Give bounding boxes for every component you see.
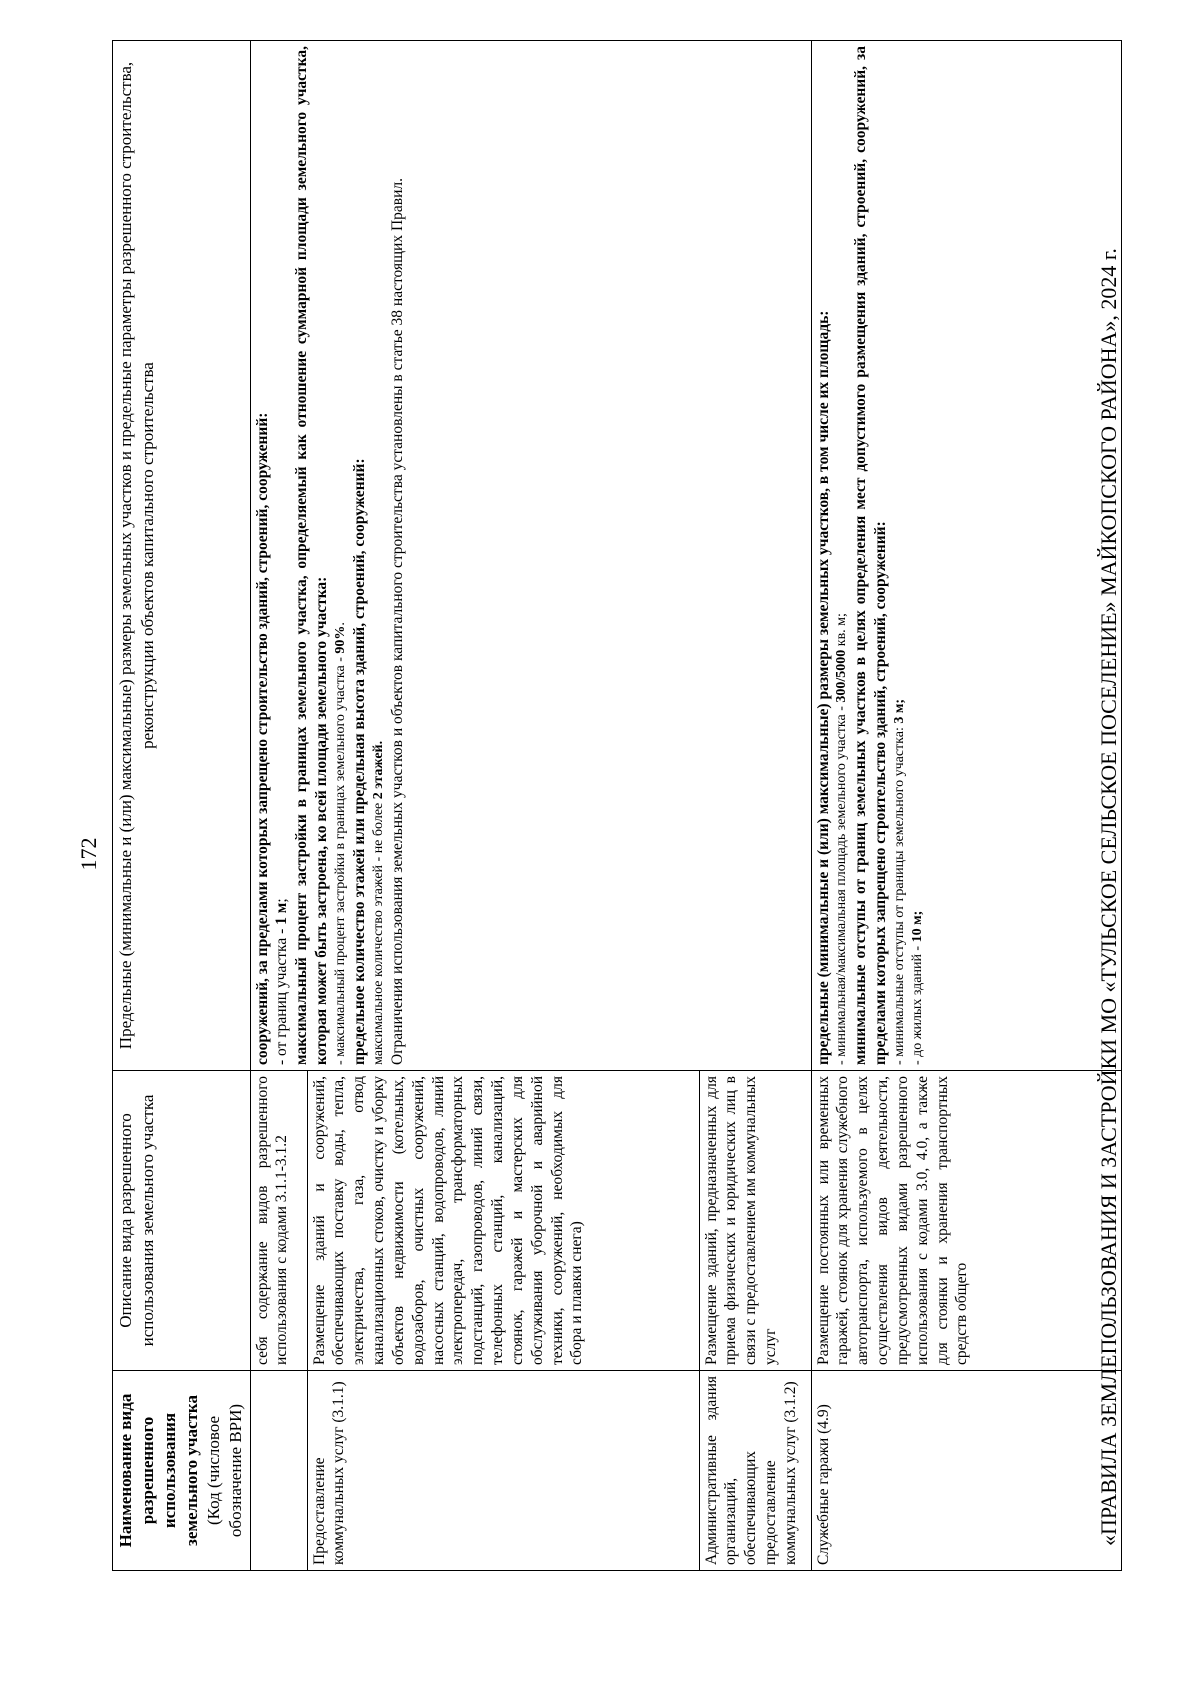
param-restrictions: Ограничения использования земельных участков и объектов капитального строительства установлены в статье 38 настоящих Правил. xyxy=(388,177,406,1065)
parameters-cell xyxy=(811,41,1121,1071)
parameters-cell xyxy=(250,41,811,1071)
page-number: 172 xyxy=(76,837,101,871)
param-indents-heading: минимальные отступы от границ земельных участков в целях определения мест допустимого размещения зданий, строений, сооружений, за пределами которых запрещено строительство зданий, строений, сооружений: xyxy=(852,46,890,1065)
table-header-row xyxy=(113,41,251,1571)
param-coverage-heading: максимальный процент застройки в границах земельного участка, определяемый как отношение суммарной площади земельного участка, которая может быть застроена, ко всей площади земельного участка: xyxy=(293,46,331,1065)
param-floors-heading: предельное количество этажей или предельная высота зданий, строений, сооружений: xyxy=(350,458,368,1065)
document-footer: «ПРАВИЛА ЗЕМЛЕПОЛЬЗОВАНИЯ И ЗАСТРОЙКИ МО «ТУЛЬСКОЕ СЕЛЬСКОЕ ПОСЕЛЕНИЕ» МАЙКОПСКОГО РАЙОНА», 2024 г. xyxy=(1096,248,1121,1546)
header-name-bold: Наименование вида разрешенного использования земельного участка xyxy=(116,1393,202,1548)
row-description-cell: Размещение постоянных или временных гаражей, стоянок для хранения служебного автотранспорта, используемого в целях осуществления видов деятельности, предусмотренных видами разрешенного использования с кодами 3.0, 4.0, а также для стоянки и хранения транспортных средств общего xyxy=(811,1071,1121,1371)
row-description-cell: Размещение зданий и сооружений, обеспечивающих поставку воды, тепла, электричества, газа, отвод канализационных стоков, очистку и уборку объектов недвижимости (котельных, водозаборов, очистных сооружений, насосных станций, водопроводов, линий электропередач, трансформаторных подстанций, газопроводов, линий связи, телефонных станций, канализаций, стоянок, гаражей и мастерских для обслуживания уборочной и аварийной техники, сооружений, необходимых для сбора и плавки снега) xyxy=(307,1071,699,1371)
header-parameters: Предельные (минимальные и (или) максимальные) размеры земельных участков и предельные параметры разрешенного строительства, реконструкции объектов капитального строительства xyxy=(113,41,251,1071)
param-indents-heading: сооружений, за пределами которых запрещено строительство зданий, строений, сооружений: xyxy=(253,412,271,1065)
param-coverage-value: - максимальный процент застройки в границах земельного участка - 90%. xyxy=(332,622,348,1065)
param-residential-indent: - до жилых зданий - 10 м; xyxy=(909,910,925,1065)
row-name-cell: Предоставление коммунальных услуг (3.1.1) xyxy=(307,1371,699,1571)
header-name xyxy=(113,1371,251,1571)
row-description-cell: себя содержание видов разрешенного использования с кодами 3.1.1-3.1.2 xyxy=(250,1071,307,1371)
land-use-table xyxy=(112,40,1122,1571)
header-description: Описание вида разрешенного использования земельного участка xyxy=(113,1071,251,1371)
row-description-cell: Размещение зданий, предназначенных для приема физических и юридических лиц в связи с предоставлением им коммунальных услуг xyxy=(699,1071,811,1371)
param-floors-value: максимальное количество этажей - не более 2 этажей. xyxy=(370,740,386,1065)
table-row xyxy=(250,41,307,1571)
row-name-cell xyxy=(250,1371,307,1571)
row-name-cell: Служебные гаражи (4.9) xyxy=(811,1371,1121,1571)
table-row xyxy=(811,41,1121,1571)
param-indent-value: - от границ участка - 1 м; xyxy=(273,898,291,1065)
header-name-code: (Код (числовое обозначение ВРИ) xyxy=(204,1403,246,1538)
param-size-heading: предельные (минимальные и (или) максимальные) размеры земельных участков, в том числе их площадь: xyxy=(814,310,832,1065)
param-indent-value: - минимальные отступы от границы земельного участка: 3 м; xyxy=(891,698,907,1065)
row-name-cell: Административные здания организаций, обеспечивающих предоставление коммунальных услуг (3.1.2) xyxy=(699,1371,811,1571)
param-area-value: - минимальная/максимальная площадь земельного участка - 300/5000 кв. м; xyxy=(834,613,850,1065)
